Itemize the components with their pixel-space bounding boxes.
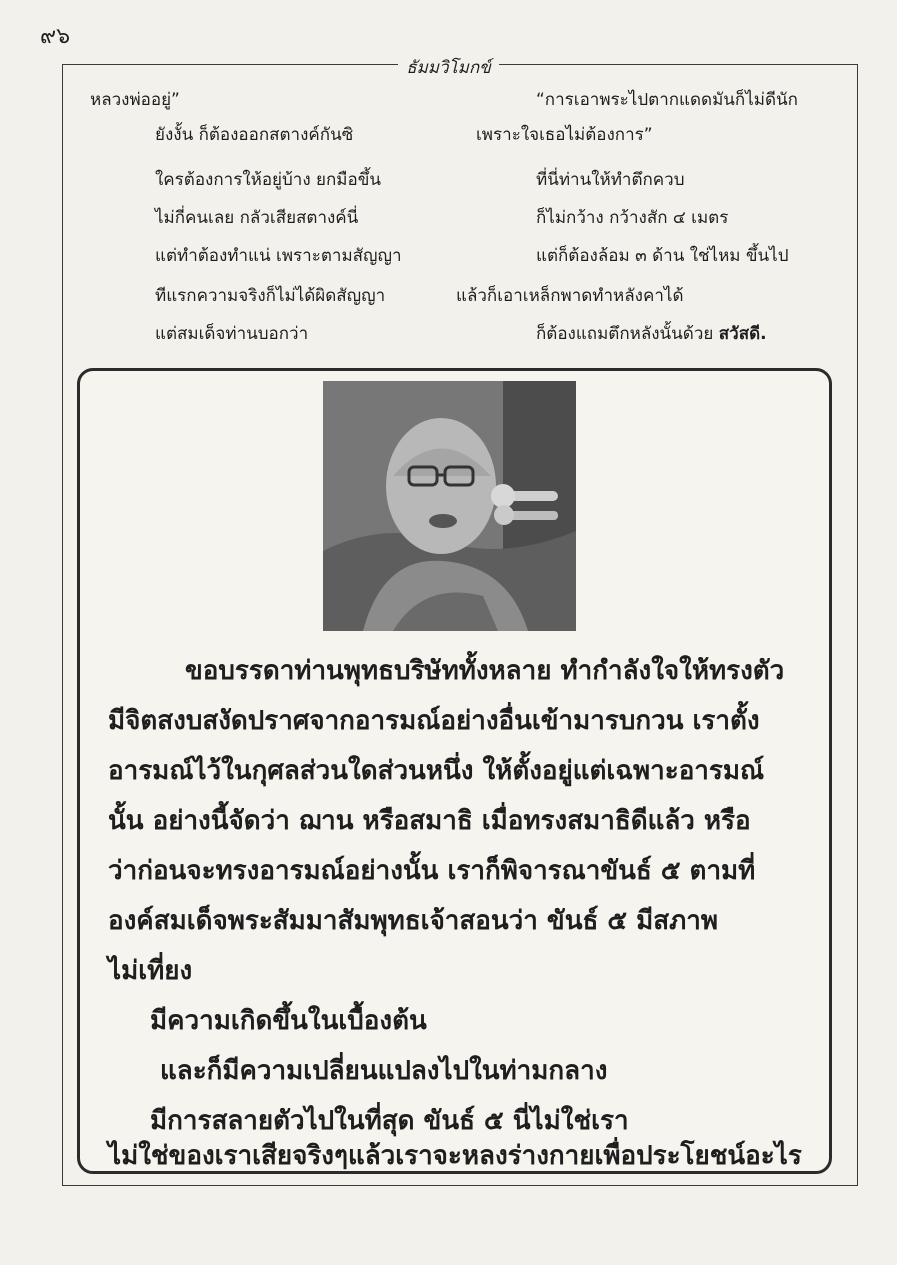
poem-right-line: แล้วก็เอาเหล็กพาดทำหลังคาได้ xyxy=(456,286,684,306)
running-header xyxy=(0,54,897,81)
body-text-line: องค์สมเด็จพระสัมมาสัมพุทธเจ้าสอนว่า ขันธ์ ๕ มีสภาพ xyxy=(108,906,718,936)
body-text-line: ไม่เที่ยง xyxy=(108,956,193,986)
body-text-line: มีจิตสงบสงัดปราศจากอารมณ์อย่างอื่นเข้ามารบกวน เราตั้ง xyxy=(108,706,760,736)
running-header-text: ธัมมวิโมกข์ xyxy=(398,58,499,78)
body-text-line: ไม่ใช่ของเราเสียจริงๆแล้วเราจะหลงร่างกายเพื่อประโยชน์อะไร xyxy=(108,1141,802,1171)
poem-right-line: “การเอาพระไปตากแดดมันก็ไม่ดีนัก xyxy=(536,90,798,110)
page-number: ๙๖ xyxy=(40,24,71,49)
body-text-line: ขอบรรดาท่านพุทธบริษัททั้งหลาย ทำกำลังใจให้ทรงตัว xyxy=(185,656,785,686)
poem-right-last-text: ก็ต้องแถมตึกหลังนั้นด้วย xyxy=(536,324,714,344)
body-text-line: มีความเกิดขึ้นในเบื้องต้น xyxy=(150,1006,427,1036)
poem-left-line: ยังงั้น ก็ต้องออกสตางค์กันซิ xyxy=(155,125,354,145)
body-text-line: มีการสลายตัวไปในที่สุด ขันธ์ ๕ นี่ไม่ใช่เรา xyxy=(150,1106,629,1136)
monk-portrait-illustration xyxy=(323,381,576,631)
poem-left-line: หลวงพ่ออยู่” xyxy=(90,90,180,110)
poem-right-line: ที่นี่ท่านให้ทำตึกควบ xyxy=(536,170,685,190)
poem-right-line xyxy=(536,320,767,347)
body-text-line: และก็มีความเปลี่ยนแปลงไปในท่ามกลาง xyxy=(160,1056,608,1086)
body-text-line: ว่าก่อนจะทรงอารมณ์อย่างนั้น เราก็พิจารณาขันธ์ ๕ ตามที่ xyxy=(108,856,756,886)
poem-right-line: ก็ไม่กว้าง กว้างสัก ๔ เมตร xyxy=(536,208,729,228)
body-text-line: นั้น อย่างนี้จัดว่า ฌาน หรือสมาธิ เมื่อทรงสมาธิดีแล้ว หรือ xyxy=(108,806,751,836)
monk-photo xyxy=(323,381,576,631)
poem-left-line: ไม่กี่คนเลย กลัวเสียสตางค์นี่ xyxy=(155,208,359,228)
poem-left-line: ทีแรกความจริงก็ไม่ได้ผิดสัญญา xyxy=(155,286,386,306)
poem-left-line: แต่สมเด็จท่านบอกว่า xyxy=(155,324,309,344)
poem-left-line: ใครต้องการให้อยู่บ้าง ยกมือขึ้น xyxy=(155,170,381,190)
poem-left-line: แต่ทำต้องทำแน่ เพราะตามสัญญา xyxy=(155,246,402,266)
poem-right-line: เพราะใจเธอไม่ต้องการ” xyxy=(476,125,653,145)
poem-right-line: แต่ก็ต้องล้อม ๓ ด้าน ใช่ไหม ขึ้นไป xyxy=(536,246,789,266)
closing-greeting: สวัสดี. xyxy=(718,324,767,344)
body-text-line: อารมณ์ไว้ในกุศลส่วนใดส่วนหนึ่ง ให้ตั้งอยู่แต่เฉพาะอารมณ์ xyxy=(108,756,765,786)
